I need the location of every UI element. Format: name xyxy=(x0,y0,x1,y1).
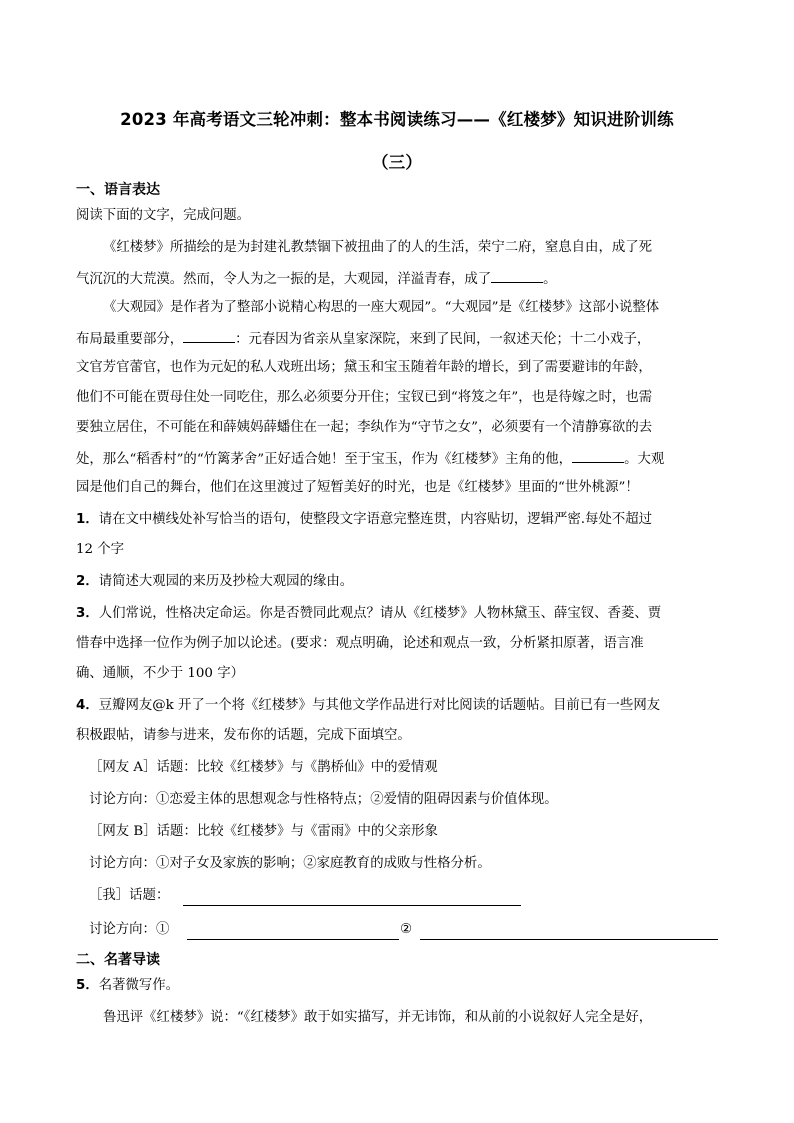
my-direction-2-answer-line[interactable] xyxy=(420,939,718,940)
question-2-number: 2． xyxy=(76,574,99,589)
passage-p1-line2-text: 气沉沉的大荒漠。然而，令人为之一振的是，大观园，洋溢青春，成了 xyxy=(76,272,492,287)
document-title-line1: 2023 年高考语文三轮冲刺：整本书阅读练习——《红楼梦》知识进阶训练 xyxy=(120,110,674,129)
passage-p2-line6-text: 处，那么“稻香村”的“竹篱茅舍”正好适合她！至于宝玉，作为《红楼梦》主角的他， xyxy=(76,452,573,467)
question-1-number: 1． xyxy=(76,512,99,527)
question-1-text: 请在文中横线处补写恰当的语句，使整段文字语意完整连贯，内容贴切，逻辑严密.每处不超过 xyxy=(98,512,652,527)
passage-p1-line1: 《红楼梦》所描绘的是为封建礼教禁锢下被扭曲了的人的生活，荣宁二府，窒息自由，成了死 xyxy=(103,240,653,255)
passage-p1-line2-end: 。 xyxy=(543,272,557,287)
question-2-text: 请简述大观园的来历及抄检大观园的缘由。 xyxy=(98,574,354,589)
section-heading-classics: 二、名著导读 xyxy=(76,952,160,968)
my-direction-2-label: ② xyxy=(400,922,413,937)
question-3-line2: 惜春中选择一位作为例子加以论述。(要求：观点明确，论述和观点一致，分析紧扣原著，语言准 xyxy=(76,636,644,651)
fill-blank-2[interactable] xyxy=(183,328,235,343)
passage-p2-line5: 要独立居住，不可能在和薛姨妈薛蟠住在一起；李纨作为“守节之女”，必须要有一个清静寡欲的去 xyxy=(76,420,653,435)
passage-p2-line3: 文官芳官蕾官，也作为元妃的私人戏班出场；黛玉和宝玉随着年龄的增长，到了需要避讳的年龄， xyxy=(76,360,652,375)
question-3-line3: 确、通顺，不少于 100 字） xyxy=(76,666,244,681)
question-5 xyxy=(76,976,179,996)
question-3-number: 3． xyxy=(76,606,99,621)
question-1-line2: 12 个字 xyxy=(76,542,125,557)
passage-p2-line2-end: ：元春因为省亲从皇家深院，来到了民间，一叙述天伦；十二小戏子， xyxy=(235,332,651,347)
fill-blank-3[interactable] xyxy=(572,448,624,463)
question-4-line2: 积极跟帖，请参与进来，发布你的话题，完成下面填空。 xyxy=(76,728,411,743)
my-direction-label: 讨论方向：① xyxy=(89,922,170,937)
passage-p2-line7: 园是他们自己的舞台，他们在这里渡过了短暂美好的时光，也是《红楼梦》里面的“世外桃源”！ xyxy=(76,480,639,495)
document-title-line2: （三） xyxy=(371,153,423,172)
question-1 xyxy=(76,510,652,530)
question-5-number: 5． xyxy=(76,978,99,993)
question-3 xyxy=(76,604,661,624)
question-5-text: 名著微写作。 xyxy=(98,978,180,993)
section-heading-language: 一、语言表达 xyxy=(76,182,160,198)
reading-instruction: 阅读下面的文字，完成问题。 xyxy=(76,208,251,223)
my-topic-answer-line[interactable] xyxy=(183,905,521,906)
passage-p1-line2 xyxy=(76,268,557,290)
question-4-text: 豆瓣网友@k 开了一个将《红楼梦》与其他文学作品进行对比阅读的话题帖。目前已有一些网友 xyxy=(98,698,661,713)
netizen-a-topic: ［网友 A］话题：比较《红楼梦》与《鹊桥仙》中的爱情观 xyxy=(89,760,438,775)
netizen-b-direction: 讨论方向：①对子女及家族的影响；②家庭教育的成败与性格分析。 xyxy=(89,856,491,871)
my-topic-label: ［我］话题： xyxy=(89,888,170,903)
netizen-b-topic: ［网友 B］话题：比较《红楼梦》与《雷雨》中的父亲形象 xyxy=(89,824,438,839)
question-4-number: 4． xyxy=(76,698,99,713)
question-2 xyxy=(76,572,353,592)
my-direction-1-answer-line[interactable] xyxy=(187,939,399,940)
question-4 xyxy=(76,696,660,716)
netizen-a-direction: 讨论方向：①恋爱主体的思想观念与性格特点；②爱情的阻碍因素与价值体现。 xyxy=(89,792,558,807)
passage-p2-line2-text: 布局最重要部分， xyxy=(76,332,184,347)
question-5-paragraph: 鲁迅评《红楼梦》说：“《红楼梦》敢于如实描写，并无讳饰，和从前的小说叙好人完全是好， xyxy=(103,1010,653,1025)
fill-blank-1[interactable] xyxy=(491,268,543,283)
question-3-text: 人们常说，性格决定命运。你是否赞同此观点？请从《红楼梦》人物林黛玉、薛宝钗、香菱、贾 xyxy=(98,606,662,621)
passage-p2-line6-end: 。大观 xyxy=(624,452,665,467)
passage-p2-line1: 《大观园》是作者为了整部小说精心构思的一座大观园”。“大观园”是《红楼梦》这部小说整体 xyxy=(103,300,660,315)
passage-p2-line4: 他们不可能在贾母住处一同吃住，那么必须要分开住；宝钗已到“将笈之年”，也是待嫁之时，也需 xyxy=(76,390,653,405)
passage-p2-line6 xyxy=(76,448,664,470)
passage-p2-line2 xyxy=(76,328,650,350)
